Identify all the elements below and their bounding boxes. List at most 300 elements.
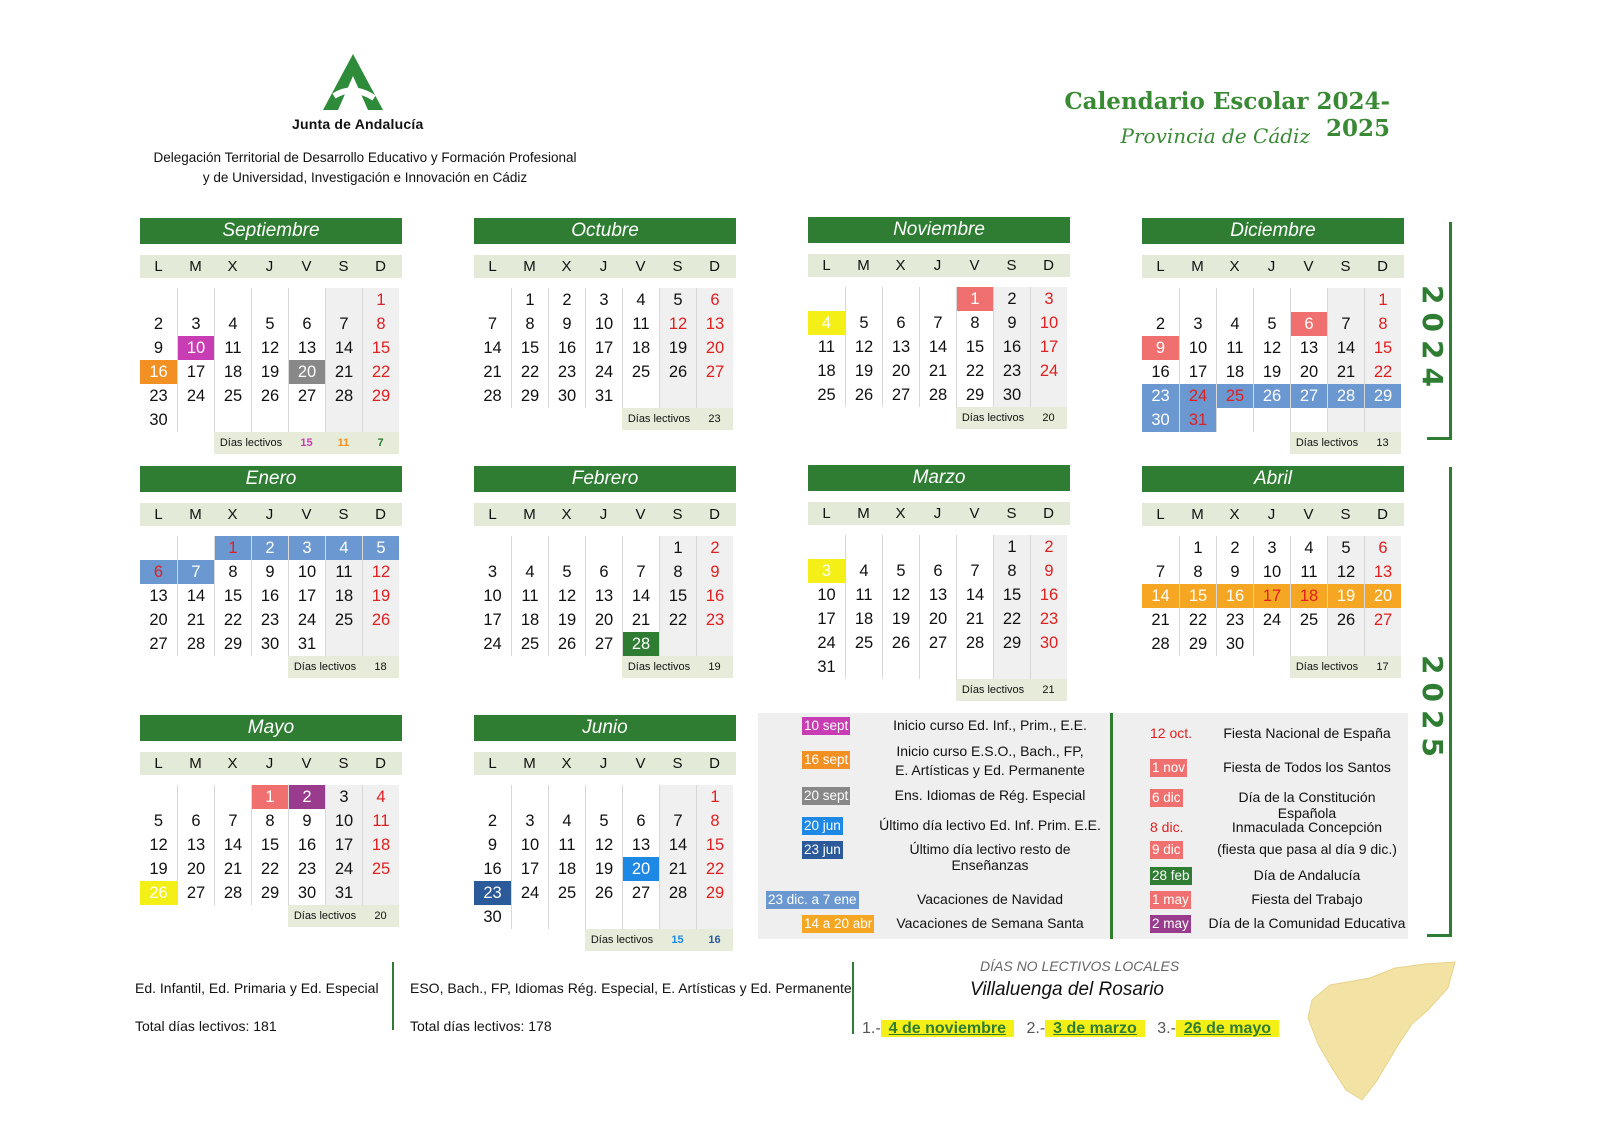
- lectivos-row: [808, 679, 1070, 701]
- day-31: 31: [585, 384, 622, 408]
- day-8: 8: [511, 312, 548, 336]
- empty-cell: [1327, 288, 1364, 312]
- empty-cell: [251, 288, 288, 312]
- month-mayo: [140, 715, 402, 927]
- day-20: 20: [177, 857, 214, 881]
- day-9: 9: [1142, 336, 1179, 360]
- weekday-label: M: [523, 506, 536, 523]
- weekday-label: L: [154, 258, 163, 275]
- day-25: 25: [845, 631, 882, 655]
- day-18: 18: [1216, 360, 1253, 384]
- day-7: 7: [325, 312, 362, 336]
- legend-tag: 23 jun: [804, 842, 841, 857]
- municipio-name: Villaluenga del Rosario: [970, 979, 1164, 1000]
- lectivos-row: [140, 432, 402, 454]
- day-5: 5: [548, 560, 585, 584]
- footer-infantil-total: Total días lectivos: 181: [135, 1018, 277, 1034]
- empty-cell: [362, 881, 399, 905]
- day-2: 2: [288, 785, 325, 809]
- year-2025: 2025: [1416, 655, 1449, 765]
- weekday-label: L: [488, 755, 497, 772]
- day-26: 26: [251, 384, 288, 408]
- legend-holiday-text: Fiesta del Trabajo: [1251, 891, 1363, 907]
- day-18: 18: [362, 833, 399, 857]
- day-28: 28: [1151, 635, 1170, 653]
- day-grid: [140, 288, 402, 432]
- day-28: 28: [622, 632, 659, 656]
- year-2024: 2024: [1416, 285, 1449, 395]
- day-2: 2: [1030, 535, 1067, 559]
- day-3: 3: [511, 809, 548, 833]
- day-grid: [1142, 288, 1404, 432]
- weekday-row: [474, 503, 736, 526]
- footer-eso-title: ESO, Bach., FP, Idiomas Rég. Especial, E. Artísticas y Ed. Permanente: [410, 980, 852, 996]
- empty-cell: [956, 535, 993, 559]
- weekday-label: X: [895, 505, 906, 522]
- weekday-label: S: [672, 258, 683, 275]
- year-bar-2025: [1449, 467, 1452, 937]
- weekday-label: V: [1303, 506, 1314, 523]
- weekday-label: J: [933, 505, 942, 522]
- day-20: 20: [696, 336, 733, 360]
- empty-cell: [325, 632, 362, 656]
- day-30: 30: [1142, 408, 1179, 432]
- day-29: 29: [362, 384, 399, 408]
- empty-cell: [882, 535, 919, 559]
- day-12: 12: [882, 583, 919, 607]
- day-25: 25: [1290, 608, 1327, 632]
- day-21: 21: [483, 363, 502, 381]
- day-grid: [474, 288, 736, 408]
- legend-tag: 20 jun: [804, 818, 841, 833]
- day-3: 3: [1030, 287, 1067, 311]
- day-20: 20: [622, 857, 659, 881]
- day-10: 10: [325, 809, 362, 833]
- weekday-label: J: [599, 755, 608, 772]
- empty-cell: [1216, 408, 1253, 432]
- day-11: 11: [817, 338, 836, 356]
- day-20: 20: [882, 359, 919, 383]
- legend-tag: 14 a 20 abr: [804, 916, 873, 931]
- lectivos-row: [1142, 432, 1404, 454]
- legend-holiday-tag: 1 nov: [1152, 760, 1186, 775]
- empty-cell: [622, 536, 659, 560]
- day-14: 14: [325, 336, 362, 360]
- day-28: 28: [919, 383, 956, 407]
- day-16: 16: [251, 584, 288, 608]
- empty-cell: [1142, 288, 1179, 312]
- locales-label: DÍAS NO LECTIVOS LOCALES: [980, 958, 1180, 974]
- empty-cell: [251, 408, 288, 432]
- day-26: 26: [585, 881, 622, 905]
- month-header: Abril: [1142, 466, 1404, 492]
- day-12: 12: [1327, 560, 1364, 584]
- day-31: 31: [1179, 408, 1216, 432]
- day-13: 13: [177, 833, 214, 857]
- day-21: 21: [177, 608, 214, 632]
- day-3: 3: [177, 312, 214, 336]
- lectivos-label: Días lectivos: [288, 656, 362, 678]
- day-8: 8: [1179, 560, 1216, 584]
- legend-tag: 10 sept: [804, 718, 849, 733]
- day-27: 27: [288, 384, 325, 408]
- day-11: 11: [1290, 560, 1327, 584]
- day-8: 8: [696, 809, 733, 833]
- month-header: Enero: [140, 466, 402, 492]
- day-9: 9: [1030, 559, 1067, 583]
- weekday-label: M: [1191, 506, 1204, 523]
- day-17: 17: [817, 610, 836, 628]
- day-3: 3: [487, 563, 498, 581]
- empty-cell: [511, 905, 548, 929]
- legend-text: Último día lectivo Ed. Inf. Prim. E.E.: [879, 817, 1101, 833]
- legend-tag: 20 sept: [804, 788, 849, 803]
- year-bar-foot-2025: [1427, 934, 1452, 937]
- empty-cell: [993, 655, 1030, 679]
- month-febrero: [474, 466, 736, 678]
- day-9: 9: [548, 312, 585, 336]
- empty-cell: [214, 288, 251, 312]
- day-26: 26: [548, 632, 585, 656]
- day-23: 23: [696, 608, 733, 632]
- weekday-label: M: [189, 506, 202, 523]
- empty-cell: [808, 535, 845, 559]
- day-28: 28: [214, 881, 251, 905]
- weekday-label: J: [1267, 258, 1276, 275]
- weekday-label: S: [338, 506, 349, 523]
- day-20: 20: [149, 611, 168, 629]
- day-23: 23: [993, 359, 1030, 383]
- weekday-label: D: [709, 506, 720, 523]
- day-20: 20: [1290, 360, 1327, 384]
- day-21: 21: [325, 360, 362, 384]
- lectivos-count: 20: [1030, 407, 1067, 429]
- day-12: 12: [585, 833, 622, 857]
- day-13: 13: [149, 587, 168, 605]
- day-2: 2: [696, 536, 733, 560]
- lectivos-count: 19: [696, 656, 733, 678]
- day-1: 1: [214, 536, 251, 560]
- day-19: 19: [548, 608, 585, 632]
- day-26: 26: [362, 608, 399, 632]
- empty-cell: [585, 905, 622, 929]
- day-1: 1: [1179, 536, 1216, 560]
- lectivos-label: Días lectivos: [214, 432, 288, 454]
- legend-holiday-tag: 12 oct.: [1150, 725, 1193, 741]
- day-12: 12: [362, 560, 399, 584]
- day-1: 1: [251, 785, 288, 809]
- lectivos-count: 15: [288, 432, 325, 454]
- day-4: 4: [808, 311, 845, 335]
- day-24: 24: [1179, 384, 1216, 408]
- day-4: 4: [845, 559, 882, 583]
- day-14: 14: [483, 339, 502, 357]
- legend-holiday-tag: 9 dic: [1152, 842, 1181, 857]
- day-11: 11: [362, 809, 399, 833]
- day-18: 18: [845, 607, 882, 631]
- day-4: 4: [548, 809, 585, 833]
- empty-cell: [1364, 632, 1401, 656]
- day-26: 26: [659, 360, 696, 384]
- lectivos-count: 18: [362, 656, 399, 678]
- day-14: 14: [1142, 584, 1179, 608]
- day-16: 16: [993, 335, 1030, 359]
- empty-cell: [1030, 655, 1067, 679]
- day-13: 13: [585, 584, 622, 608]
- day-5: 5: [362, 536, 399, 560]
- day-14: 14: [956, 583, 993, 607]
- day-17: 17: [177, 360, 214, 384]
- footer-divider-1: [392, 962, 394, 1030]
- day-18: 18: [214, 360, 251, 384]
- day-18: 18: [548, 857, 585, 881]
- day-27: 27: [1364, 608, 1401, 632]
- day-6: 6: [882, 311, 919, 335]
- empty-cell: [1253, 288, 1290, 312]
- weekday-label: M: [1191, 258, 1204, 275]
- empty-cell: [140, 288, 177, 312]
- weekday-label: M: [189, 258, 202, 275]
- day-17: 17: [1179, 360, 1216, 384]
- day-4: 4: [362, 785, 399, 809]
- day-3: 3: [808, 559, 845, 583]
- day-23: 23: [1030, 607, 1067, 631]
- month-enero: [140, 466, 402, 678]
- empty-cell: [845, 287, 882, 311]
- empty-cell: [659, 632, 696, 656]
- day-19: 19: [882, 607, 919, 631]
- day-23: 23: [149, 387, 168, 405]
- day-19: 19: [362, 584, 399, 608]
- day-10: 10: [1179, 336, 1216, 360]
- legend-holiday-tag: 6 dic: [1152, 790, 1181, 805]
- day-1: 1: [659, 536, 696, 560]
- day-11: 11: [845, 583, 882, 607]
- day-14: 14: [214, 833, 251, 857]
- empty-cell: [177, 408, 214, 432]
- weekday-label: S: [338, 755, 349, 772]
- legend-holiday-text: Fiesta Nacional de España: [1223, 725, 1391, 741]
- day-13: 13: [288, 336, 325, 360]
- day-20: 20: [1364, 584, 1401, 608]
- day-19: 19: [1327, 584, 1364, 608]
- empty-cell: [585, 536, 622, 560]
- org-name: Junta de Andalucía: [292, 116, 424, 132]
- day-7: 7: [177, 560, 214, 584]
- empty-cell: [1253, 632, 1290, 656]
- lectivos-count: 16: [696, 929, 733, 951]
- lectivos-count: 7: [362, 432, 399, 454]
- day-grid: [474, 536, 736, 656]
- day-17: 17: [288, 584, 325, 608]
- day-5: 5: [882, 559, 919, 583]
- day-7: 7: [1155, 563, 1166, 581]
- empty-cell: [362, 408, 399, 432]
- year-bar-2024: [1449, 222, 1452, 440]
- day-14: 14: [622, 584, 659, 608]
- day-12: 12: [149, 836, 168, 854]
- lectivos-row: [140, 905, 402, 927]
- lectivos-row: [808, 407, 1070, 429]
- day-grid: [474, 785, 736, 929]
- day-21: 21: [1327, 360, 1364, 384]
- day-8: 8: [362, 312, 399, 336]
- legend-holiday-text: (fiesta que pasa al día 9 dic.): [1217, 841, 1397, 857]
- weekday-row: [140, 752, 402, 775]
- lectivos-count: 17: [1364, 656, 1401, 678]
- day-23: 23: [251, 608, 288, 632]
- day-30: 30: [288, 881, 325, 905]
- day-22: 22: [1179, 608, 1216, 632]
- legend-holiday-text: Día de la Constitución Española: [1238, 789, 1376, 821]
- weekday-label: J: [599, 258, 608, 275]
- day-8: 8: [993, 559, 1030, 583]
- empty-cell: [474, 785, 511, 809]
- day-1: 1: [511, 288, 548, 312]
- day-27: 27: [696, 360, 733, 384]
- day-28: 28: [956, 631, 993, 655]
- day-31: 31: [817, 658, 836, 676]
- day-6: 6: [919, 559, 956, 583]
- footer-infantil-title: Ed. Infantil, Ed. Primaria y Ed. Especial: [135, 980, 379, 996]
- day-21: 21: [1151, 611, 1170, 629]
- empty-cell: [548, 536, 585, 560]
- day-grid: [140, 785, 402, 905]
- day-18: 18: [325, 584, 362, 608]
- day-16: 16: [1216, 584, 1253, 608]
- footer-eso-total: Total días lectivos: 178: [410, 1018, 552, 1034]
- empty-cell: [325, 288, 362, 312]
- day-grid: [140, 536, 402, 656]
- legend-divider: [1110, 713, 1113, 939]
- weekday-label: L: [154, 506, 163, 523]
- day-13: 13: [696, 312, 733, 336]
- day-5: 5: [585, 809, 622, 833]
- day-6: 6: [177, 809, 214, 833]
- day-19: 19: [659, 336, 696, 360]
- day-28: 28: [659, 881, 696, 905]
- lectivos-row: [474, 656, 736, 678]
- day-13: 13: [1290, 336, 1327, 360]
- day-14: 14: [659, 833, 696, 857]
- empty-cell: [808, 287, 845, 311]
- legend-holiday-tag: 2 may: [1152, 916, 1189, 931]
- day-6: 6: [140, 560, 177, 584]
- day-24: 24: [483, 635, 502, 653]
- legend-holiday-text: Día de Andalucía: [1253, 867, 1361, 883]
- day-17: 17: [511, 857, 548, 881]
- day-13: 13: [919, 583, 956, 607]
- day-7: 7: [1327, 312, 1364, 336]
- weekday-label: X: [227, 258, 238, 275]
- weekday-label: V: [635, 258, 646, 275]
- day-9: 9: [251, 560, 288, 584]
- day-17: 17: [325, 833, 362, 857]
- weekday-label: S: [338, 258, 349, 275]
- day-24: 24: [817, 634, 836, 652]
- weekday-label: X: [227, 506, 238, 523]
- month-header: Mayo: [140, 715, 402, 741]
- empty-cell: [548, 785, 585, 809]
- month-septiembre: [140, 218, 402, 454]
- day-17: 17: [1030, 335, 1067, 359]
- empty-cell: [882, 287, 919, 311]
- day-5: 5: [845, 311, 882, 335]
- day-5: 5: [251, 312, 288, 336]
- day-6: 6: [585, 560, 622, 584]
- local-day-2: 3 de marzo: [1045, 1020, 1145, 1037]
- day-29: 29: [1179, 632, 1216, 656]
- weekday-label: M: [189, 755, 202, 772]
- day-11: 11: [1216, 336, 1253, 360]
- day-7: 7: [919, 311, 956, 335]
- weekday-label: J: [599, 506, 608, 523]
- day-22: 22: [511, 360, 548, 384]
- day-30: 30: [548, 384, 585, 408]
- month-marzo: [808, 465, 1070, 701]
- day-20: 20: [919, 607, 956, 631]
- local-day-1: 4 de noviembre: [881, 1020, 1014, 1037]
- lectivos-count: 23: [696, 408, 733, 430]
- day-9: 9: [993, 311, 1030, 335]
- day-15: 15: [362, 336, 399, 360]
- lectivos-label: Días lectivos: [1290, 656, 1364, 678]
- empty-cell: [1142, 536, 1179, 560]
- legend-text-2: E. Artísticas y Ed. Permanente: [895, 762, 1085, 778]
- day-7: 7: [622, 560, 659, 584]
- lectivos-label: Días lectivos: [288, 905, 362, 927]
- empty-cell: [622, 785, 659, 809]
- legend-holiday-tag: 28 feb: [1152, 868, 1190, 883]
- weekday-label: L: [488, 506, 497, 523]
- day-23: 23: [548, 360, 585, 384]
- day-12: 12: [251, 336, 288, 360]
- day-30: 30: [251, 632, 288, 656]
- day-11: 11: [511, 584, 548, 608]
- weekday-label: V: [301, 258, 312, 275]
- day-30: 30: [483, 908, 502, 926]
- weekday-label: D: [1377, 506, 1388, 523]
- day-15: 15: [696, 833, 733, 857]
- day-9: 9: [1216, 560, 1253, 584]
- weekday-label: V: [969, 257, 980, 274]
- day-23: 23: [1216, 608, 1253, 632]
- day-12: 12: [1253, 336, 1290, 360]
- day-24: 24: [177, 384, 214, 408]
- day-5: 5: [153, 812, 164, 830]
- day-8: 8: [659, 560, 696, 584]
- day-15: 15: [251, 833, 288, 857]
- day-26: 26: [1327, 608, 1364, 632]
- weekday-label: D: [375, 755, 386, 772]
- weekday-label: M: [857, 257, 870, 274]
- empty-cell: [585, 785, 622, 809]
- day-21: 21: [214, 857, 251, 881]
- empty-cell: [956, 655, 993, 679]
- lectivos-label: Días lectivos: [585, 929, 659, 951]
- day-16: 16: [548, 336, 585, 360]
- day-4: 4: [325, 536, 362, 560]
- weekday-label: L: [1156, 258, 1165, 275]
- day-10: 10: [585, 312, 622, 336]
- day-3: 3: [1179, 312, 1216, 336]
- weekday-label: X: [561, 506, 572, 523]
- weekday-label: X: [895, 257, 906, 274]
- day-27: 27: [585, 632, 622, 656]
- weekday-label: V: [301, 506, 312, 523]
- empty-cell: [177, 785, 214, 809]
- empty-cell: [622, 384, 659, 408]
